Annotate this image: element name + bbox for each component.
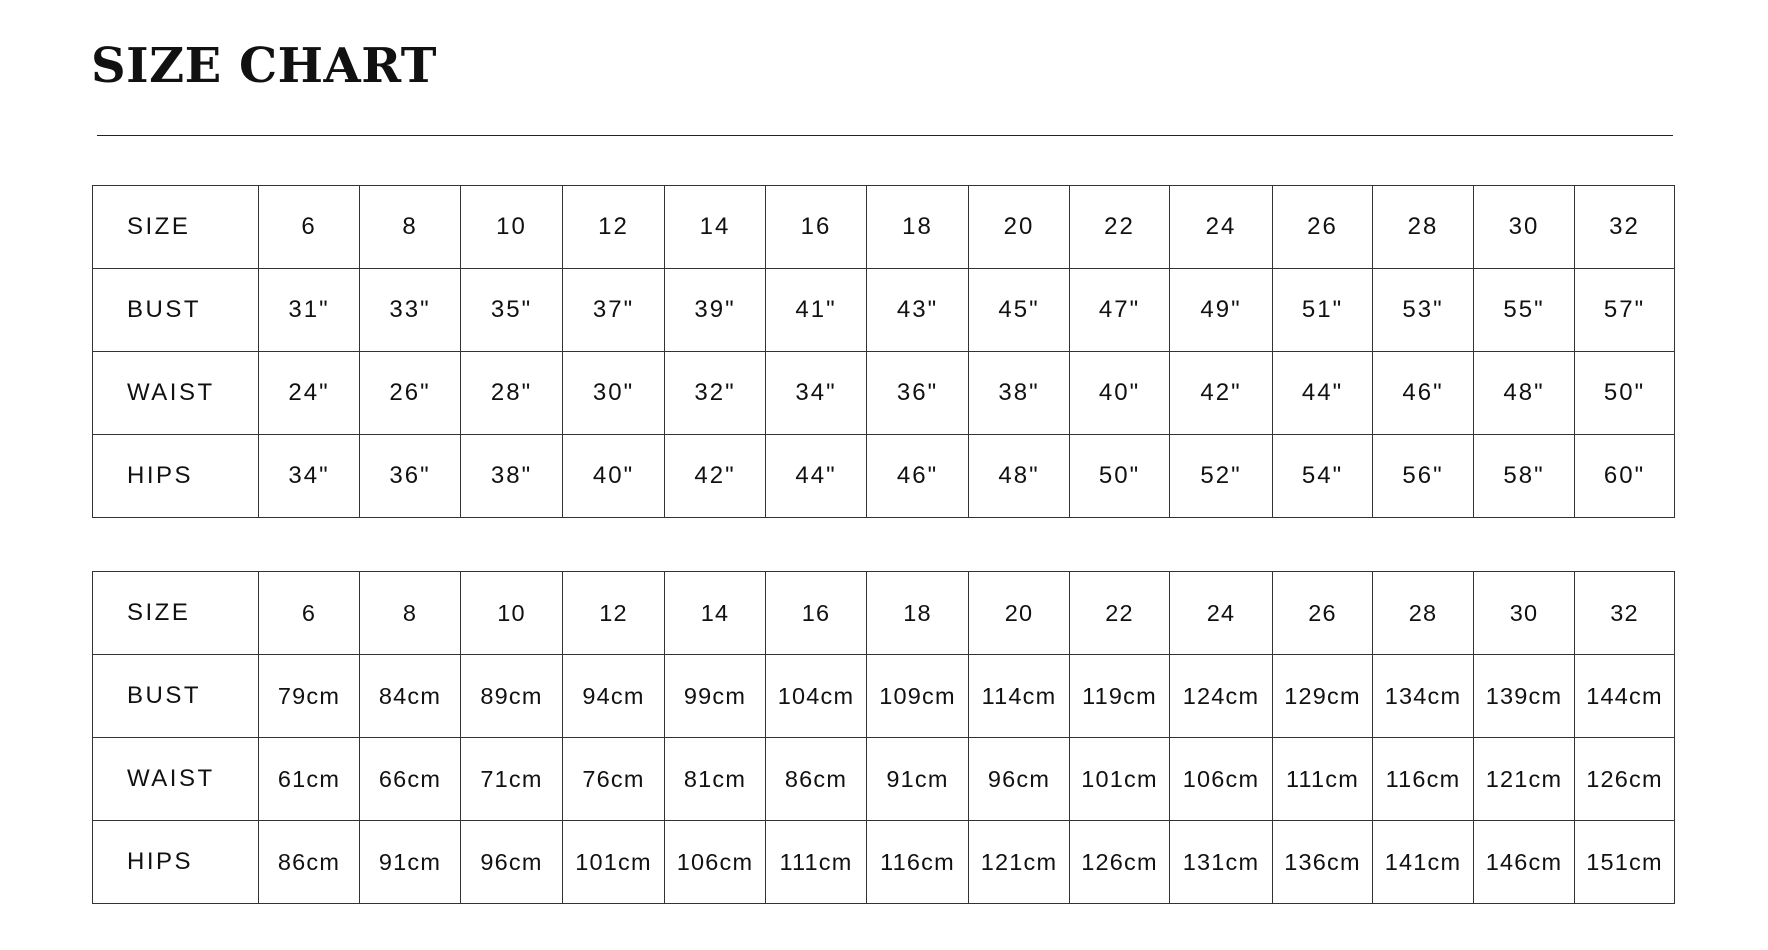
table-cell: 12: [563, 186, 665, 269]
table-cell: 121cm: [1474, 738, 1575, 821]
table-cell: 146cm: [1474, 821, 1575, 904]
table-cell: 16: [766, 572, 867, 655]
table-cell: 36": [360, 435, 461, 518]
table-cell: 89cm: [461, 655, 563, 738]
table-cell: 84cm: [360, 655, 461, 738]
table-cell: 30: [1474, 186, 1575, 269]
table-cell: 106cm: [1170, 738, 1273, 821]
table-cell: 30": [563, 352, 665, 435]
table-cell: 106cm: [665, 821, 766, 904]
table-cell: 32: [1575, 572, 1675, 655]
table-cell: 101cm: [1070, 738, 1170, 821]
table-cell: 26": [360, 352, 461, 435]
table-cell: 61cm: [259, 738, 360, 821]
table-cell: 126cm: [1070, 821, 1170, 904]
table-cell: 71cm: [461, 738, 563, 821]
table-cell: 18: [867, 572, 969, 655]
table-cell: 26: [1273, 186, 1373, 269]
table-cell: 96cm: [969, 738, 1070, 821]
table-cell: 136cm: [1273, 821, 1373, 904]
table-cell: 124cm: [1170, 655, 1273, 738]
table-cell: 86cm: [766, 738, 867, 821]
table-cell: 31": [259, 269, 360, 352]
page-title: SIZE CHART: [91, 38, 438, 94]
table-cell: 8: [360, 186, 461, 269]
table-cell: 53": [1373, 269, 1474, 352]
table-cell: 42": [665, 435, 766, 518]
row-label: HIPS: [93, 435, 259, 518]
table-cell: 35": [461, 269, 563, 352]
table-cell: 96cm: [461, 821, 563, 904]
table-cell: 94cm: [563, 655, 665, 738]
table-cell: 20: [969, 186, 1070, 269]
table-cell: 60": [1575, 435, 1675, 518]
table-cell: 46": [1373, 352, 1474, 435]
table-cell: 36": [867, 352, 969, 435]
table-cell: 81cm: [665, 738, 766, 821]
table-cell: 58": [1474, 435, 1575, 518]
table-cell: 10: [461, 572, 563, 655]
table-cell: 24: [1170, 572, 1273, 655]
table-cell: 144cm: [1575, 655, 1675, 738]
table-cell: 66cm: [360, 738, 461, 821]
table-cell: 22: [1070, 186, 1170, 269]
table-cell: 12: [563, 572, 665, 655]
table-cell: 44": [1273, 352, 1373, 435]
size-table-cm: [92, 571, 1675, 904]
table-cell: 48": [1474, 352, 1575, 435]
table-cell: 33": [360, 269, 461, 352]
row-label: SIZE: [93, 572, 259, 655]
table-cell: 38": [461, 435, 563, 518]
row-label: BUST: [93, 269, 259, 352]
table-cell: 6: [259, 186, 360, 269]
table-cell: 24": [259, 352, 360, 435]
table-row: [93, 435, 1675, 518]
table-cell: 37": [563, 269, 665, 352]
table-cell: 32": [665, 352, 766, 435]
table-cell: 91cm: [867, 738, 969, 821]
table-cell: 38": [969, 352, 1070, 435]
table-cell: 55": [1474, 269, 1575, 352]
table-cell: 129cm: [1273, 655, 1373, 738]
size-table-inches: [92, 185, 1675, 518]
table-cell: 24: [1170, 186, 1273, 269]
table-cell: 28": [461, 352, 563, 435]
row-label: WAIST: [93, 738, 259, 821]
table-cell: 30: [1474, 572, 1575, 655]
row-label: SIZE: [93, 186, 259, 269]
table-cell: 99cm: [665, 655, 766, 738]
table-cell: 14: [665, 572, 766, 655]
table-cell: 104cm: [766, 655, 867, 738]
table-row: [93, 269, 1675, 352]
table-row: [93, 186, 1675, 269]
table-cell: 47": [1070, 269, 1170, 352]
table-row: [93, 572, 1675, 655]
table-cell: 141cm: [1373, 821, 1474, 904]
table-cell: 22: [1070, 572, 1170, 655]
table-cell: 111cm: [766, 821, 867, 904]
table-cell: 14: [665, 186, 766, 269]
table-cell: 46": [867, 435, 969, 518]
table-cell: 50": [1070, 435, 1170, 518]
table-cell: 101cm: [563, 821, 665, 904]
table-cell: 10: [461, 186, 563, 269]
table-cell: 6: [259, 572, 360, 655]
row-label: HIPS: [93, 821, 259, 904]
table-cell: 54": [1273, 435, 1373, 518]
table-cell: 16: [766, 186, 867, 269]
table-cell: 41": [766, 269, 867, 352]
table-cell: 56": [1373, 435, 1474, 518]
table-cell: 52": [1170, 435, 1273, 518]
table-cell: 18: [867, 186, 969, 269]
table-cell: 42": [1170, 352, 1273, 435]
table-cell: 50": [1575, 352, 1675, 435]
table-cell: 109cm: [867, 655, 969, 738]
table-cell: 151cm: [1575, 821, 1675, 904]
table-row: [93, 821, 1675, 904]
table-cell: 111cm: [1273, 738, 1373, 821]
table-cell: 34": [259, 435, 360, 518]
table-row: [93, 738, 1675, 821]
table-cell: 79cm: [259, 655, 360, 738]
table-cell: 44": [766, 435, 867, 518]
table-cell: 43": [867, 269, 969, 352]
table-cell: 32: [1575, 186, 1675, 269]
table-cell: 131cm: [1170, 821, 1273, 904]
table-cell: 8: [360, 572, 461, 655]
table-cell: 126cm: [1575, 738, 1675, 821]
table-cell: 49": [1170, 269, 1273, 352]
table-cell: 121cm: [969, 821, 1070, 904]
table-cell: 39": [665, 269, 766, 352]
table-cell: 28: [1373, 572, 1474, 655]
table-cell: 51": [1273, 269, 1373, 352]
row-label: WAIST: [93, 352, 259, 435]
table-cell: 119cm: [1070, 655, 1170, 738]
table-cell: 28: [1373, 186, 1474, 269]
table-cell: 116cm: [1373, 738, 1474, 821]
table-cell: 48": [969, 435, 1070, 518]
table-cell: 91cm: [360, 821, 461, 904]
table-cell: 86cm: [259, 821, 360, 904]
table-cell: 116cm: [867, 821, 969, 904]
table-cell: 20: [969, 572, 1070, 655]
table-cell: 134cm: [1373, 655, 1474, 738]
table-cell: 139cm: [1474, 655, 1575, 738]
table-row: [93, 352, 1675, 435]
table-cell: 76cm: [563, 738, 665, 821]
title-divider: [97, 135, 1673, 136]
row-label: BUST: [93, 655, 259, 738]
table-cell: 114cm: [969, 655, 1070, 738]
table-cell: 40": [1070, 352, 1170, 435]
table-cell: 34": [766, 352, 867, 435]
table-cell: 45": [969, 269, 1070, 352]
table-cell: 40": [563, 435, 665, 518]
table-cell: 26: [1273, 572, 1373, 655]
table-row: [93, 655, 1675, 738]
table-cell: 57": [1575, 269, 1675, 352]
